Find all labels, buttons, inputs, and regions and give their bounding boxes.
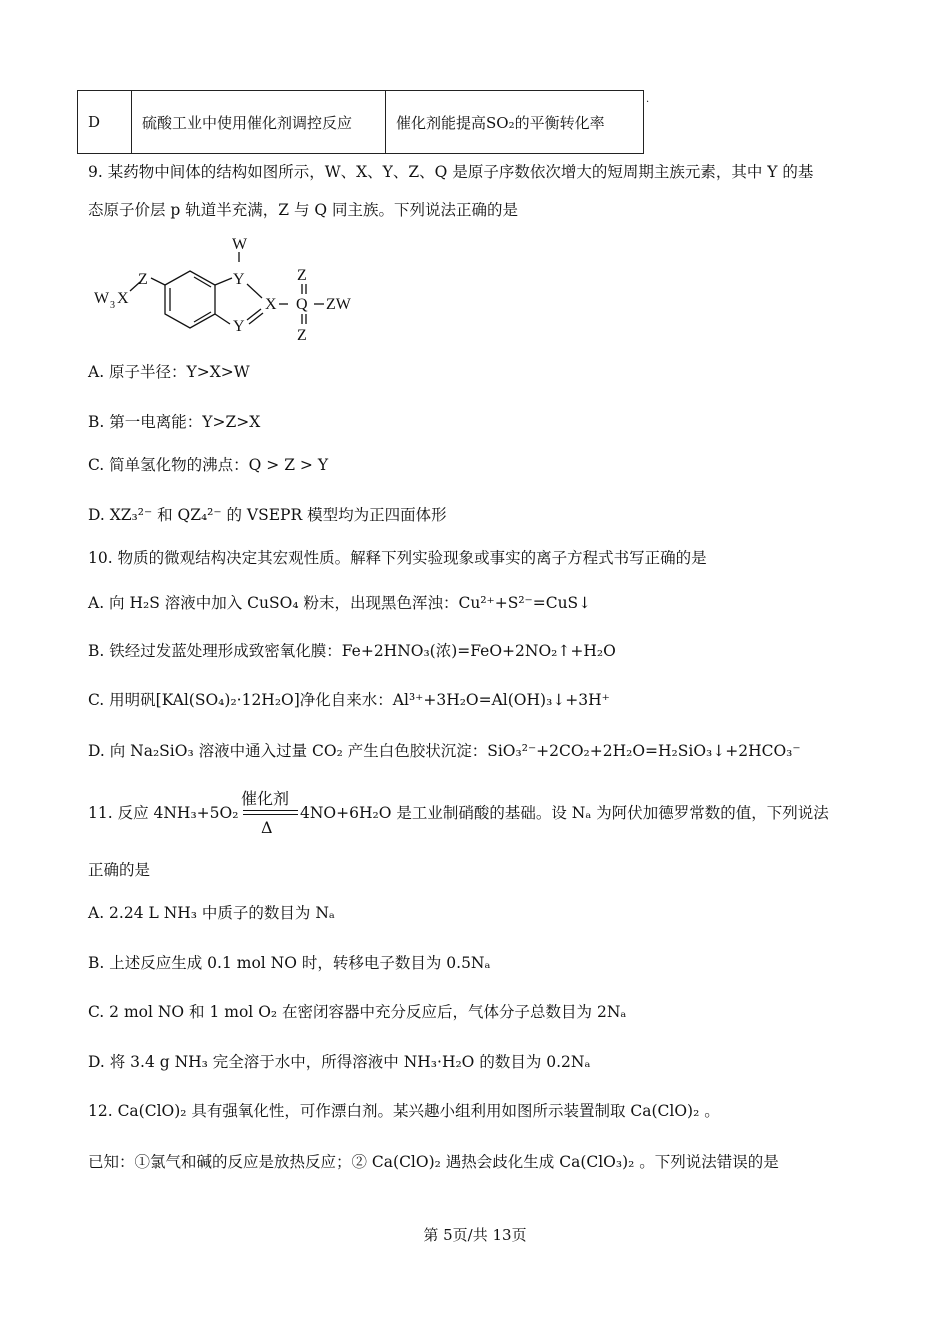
atom-z-left: Z [138,271,148,288]
q12-stem-line1: 12. Ca(ClO)₂ 具有强氧化性，可作漂白剂。某兴趣小组利用如图所示装置制取 Ca(ClO)₂ 。 [88,1102,720,1120]
q11-option-b: B. 上述反应生成 0.1 mol NO 时，转移电子数目为 0.5Nₐ [88,954,491,972]
q9-stem-line1: 9. 某药物中间体的结构如图所示，W、X、Y、Z、Q 是原子序数依次增大的短周期主族元素，其中 Y 的基 [88,163,814,181]
atom-q: Q [296,296,308,313]
atom-y-top: Y [233,271,245,288]
q9-option-b: B. 第一电离能：Y>Z>X [88,413,261,431]
atom-z-top: Z [297,267,307,284]
q9-option-d: D. XZ₃²⁻ 和 QZ₄²⁻ 的 VSEPR 模型均为正四面体形 [88,506,447,524]
q11-option-c: C. 2 mol NO 和 1 mol O₂ 在密闭容器中充分反应后，气体分子总数目为 2Nₐ [88,1003,627,1021]
q10-option-a: A. 向 H₂S 溶液中加入 CuSO₄ 粉末，出现黑色浑浊：Cu²⁺+S²⁻=CuS↓ [88,594,592,612]
q11-stem-a: 11. 反应 4NH₃+5O₂ [88,804,239,822]
row-process: 硫酸工业中使用催化剂调控反应 [132,91,386,154]
atom-x-ring: X [265,296,277,313]
q10-option-b: B. 铁经过发蓝处理形成致密氧化膜：Fe+2HNO₃(浓)=FeO+2NO₂↑+H₂O [88,642,616,660]
q11-equal-sign [243,810,298,815]
q10-option-d: D. 向 Na₂SiO₃ 溶液中通入过量 CO₂ 产生白色胶状沉淀：SiO₃²⁻+2CO₂+2H₂O=H₂SiO₃↓+2HCO₃⁻ [88,742,801,760]
group-zw: ZW [326,296,351,313]
q11-option-d: D. 将 3.4 g NH₃ 完全溶于水中，所得溶液中 NH₃·H₂O 的数目为 0.2Nₐ [88,1053,591,1071]
row-explanation: 催化剂能提高SO₂的平衡转化率 [386,91,644,154]
group-w3x-w: W [94,290,110,307]
q10-stem: 10. 物质的微观结构决定其宏观性质。解释下列实验现象或事实的离子方程式书写正确的是 [88,549,707,567]
q11-stem-b: 4NO+6H₂O 是工业制硝酸的基础。设 Nₐ 为阿伏加德罗常数的值，下列说法 [300,804,829,822]
group-w3x-x: X [117,290,129,307]
row-label: D [78,91,132,154]
q9-stem-line2: 态原子价层 p 轨道半充满，Z 与 Q 同主族。下列说法正确的是 [88,201,519,219]
q10-option-c: C. 用明矾[KAl(SO₄)₂·12H₂O]净化自来水：Al³⁺+3H₂O=Al(OH)₃↓+3H⁺ [88,691,610,709]
group-w3x-sub: 3 [110,300,115,311]
q11-heat: Δ [261,818,273,837]
stray-dot: . [646,94,650,105]
q11-stem-line2: 正确的是 [88,861,151,879]
q12-stem-line2: 已知：①氯气和碱的反应是放热反应；② Ca(ClO)₂ 遇热会歧化生成 Ca(ClO₃)₂ 。下列说法错误的是 [88,1153,779,1171]
q9-option-a: A. 原子半径：Y>X>W [88,363,250,381]
atom-y-bottom: Y [233,318,245,335]
molecule-structure [90,232,380,350]
page-footer: 第 5页/共 13页 [423,1226,527,1244]
q11-catalyst: 催化剂 [241,789,290,808]
atom-w-top: W [232,236,248,253]
q9-option-c: C. 简单氢化物的沸点：Q > Z > Y [88,456,329,474]
table-row [78,91,644,154]
option-table [77,90,644,154]
atom-z-bottom: Z [297,327,307,344]
q11-option-a: A. 2.24 L NH₃ 中质子的数目为 Nₐ [88,904,335,922]
